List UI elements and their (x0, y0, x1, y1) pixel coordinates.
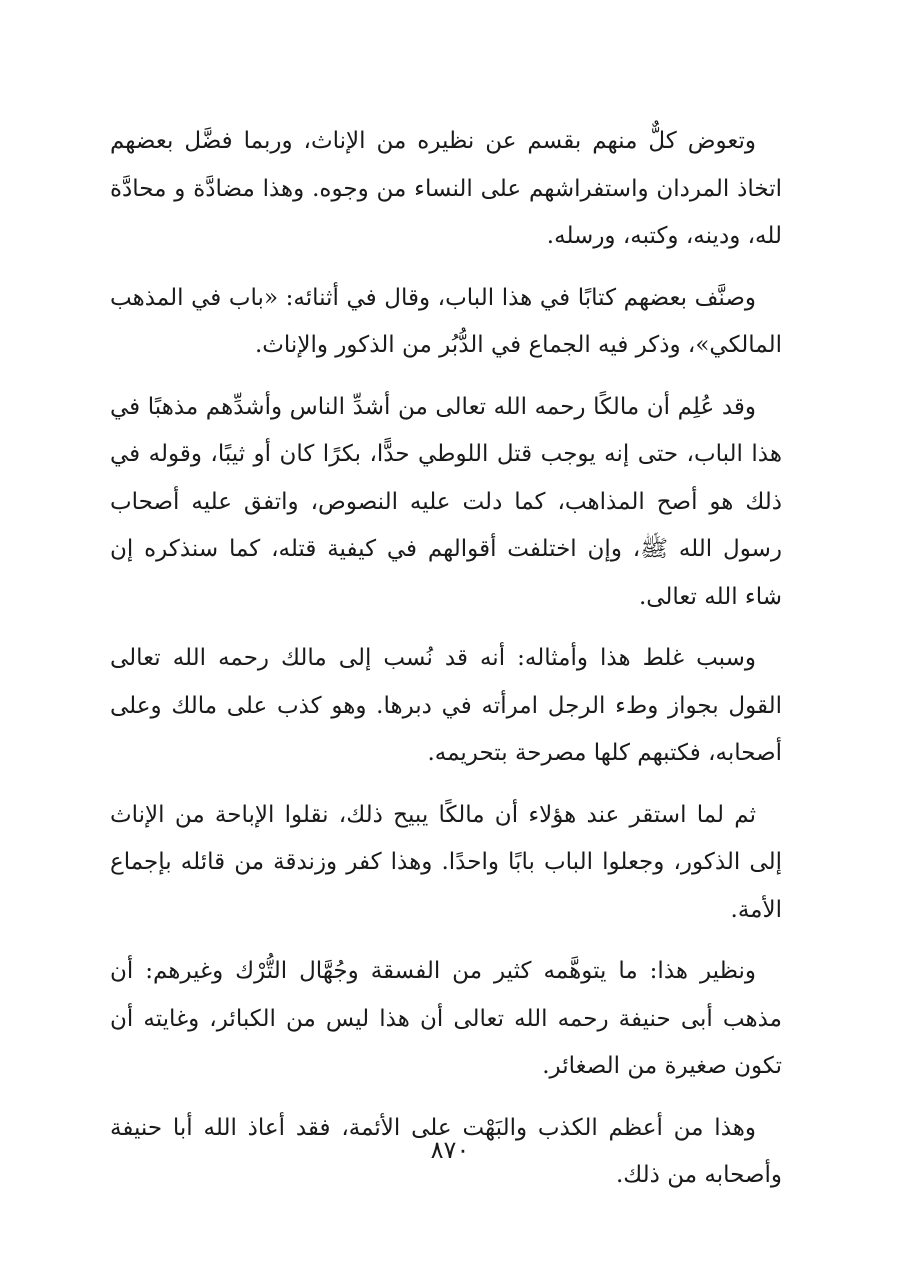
page-body (110, 118, 782, 1214)
paragraph-5: ثم لما استقر عند هؤلاء أن مالكًا يبيح ذلك، نقلوا الإباحة من الإناث إلى الذكور، وجعلوا الباب بابًا واحدًا. وهذا كفر وزندقة من قائله بإجماع الأمة. (110, 801, 782, 923)
paragraph-1: وتعوض كلٌّ منهم بقسم عن نظيره من الإناث، وربما فضَّل بعضهم اتخاذ المردان واستفراشهم على النساء من وجوه. وهذا مضادَّة و محادَّة لله، ودينه، وكتبه، ورسله. (110, 128, 782, 249)
paragraph-4: وسبب غلط هذا وأمثاله: أنه قد نُسب إلى مالك رحمه الله تعالى القول بجواز وطء الرجل امرأته في دبرها. وهو كذب على مالك وعلى أصحابه، فكتبهم كلها مصرحة بتحريمه. (110, 645, 782, 766)
paragraph-6: ونظير هذا: ما يتوهَّمه كثير من الفسقة وجُهَّال التُّرْك وغيرهم: أن مذهب أبى حنيفة رحمه الله تعالى أن هذا ليس من الكبائر، وغايته أن تكون صغيرة من الصغائر. (110, 958, 782, 1079)
paragraph-3: وقد عُلِم أن مالكًا رحمه الله تعالى من أشدِّ الناس وأشدِّهم مذهبًا في هذا الباب، حتى إنه يوجب قتل اللوطي حدًّا، بكرًا كان أو ثيبًا، وقوله في ذلك هو أصح المذاهب، كما دلت عليه النصوص، واتفق عليه أصحاب رسول الله ﷺ، وإن اختلفت أقوالهم في كيفية قتله، كما سنذكره إن شاء الله تعالى. (110, 393, 782, 610)
paragraph-7: وهذا من أعظم الكذب والبَهْت على الأئمة، فقد أعاذ الله أبا حنيفة وأصحابه من ذلك. (110, 1114, 782, 1188)
paragraph-2: وصنَّف بعضهم كتابًا في هذا الباب، وقال في أثنائه: «باب في المذهب المالكي»، وذكر فيه الجماع في الدُّبُر من الذكور والإناث. (110, 284, 782, 358)
page-number: ٨٧٠ (430, 1136, 470, 1164)
